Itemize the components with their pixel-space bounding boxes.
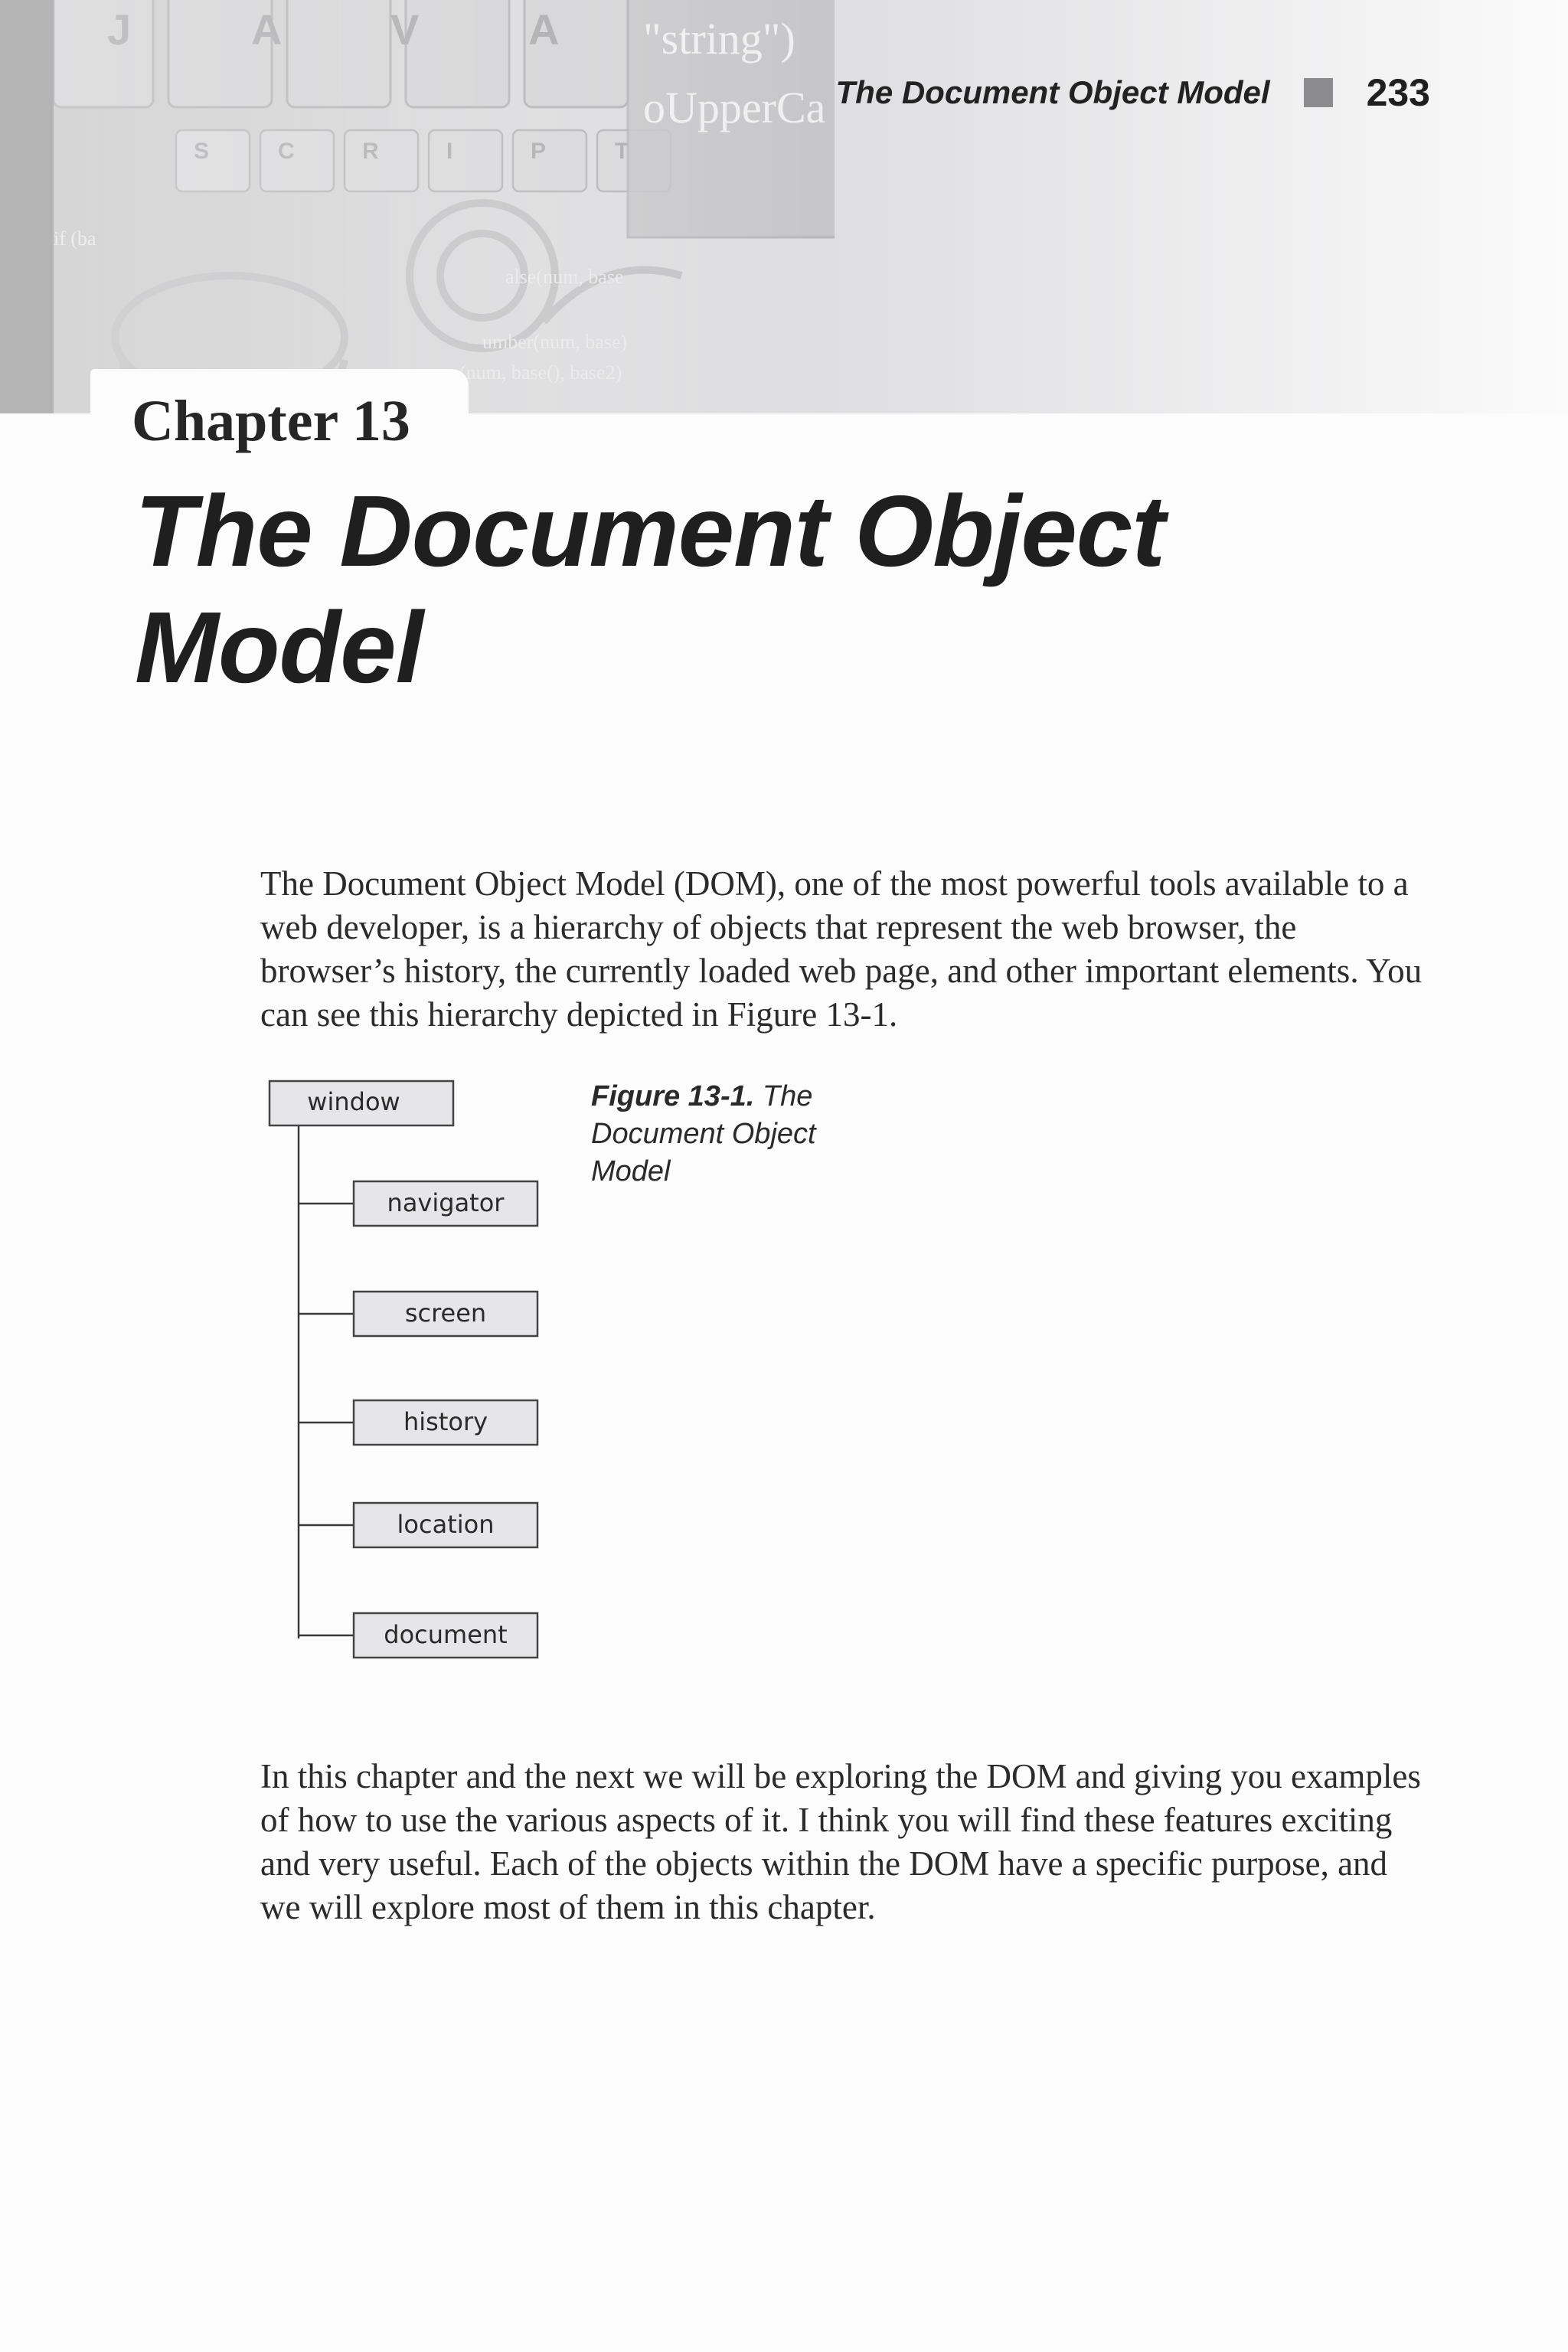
header-band	[0, 0, 1568, 413]
intro-paragraph: The Document Object Model (DOM), one of the most powerful tools available to a web developer, is a hierarchy of objects that represent the web browser, the browser’s history, the currently loaded web page, and other important elements. You can see this hierarchy depicted in Figure 13-1.	[260, 864, 1423, 1034]
running-head-marker	[1304, 78, 1333, 107]
header-keyboard-art	[54, 0, 835, 413]
node-document-label: document	[384, 1620, 508, 1649]
node-window-label: window	[307, 1087, 400, 1116]
running-head	[836, 70, 1430, 115]
node-window	[270, 1081, 453, 1125]
node-screen	[354, 1292, 537, 1336]
node-navigator	[354, 1181, 537, 1226]
chapter-overview-paragraph: In this chapter and the next we will be exploring the DOM and giving you examples of how to use the various aspects of it. I think you will find these features exciting and very useful. Each of the objects within the DOM have a specific purpose, and we will explore most of them in this chapter.	[260, 1757, 1421, 1926]
figure-caption	[591, 1078, 867, 1191]
chapter-title: The Document Object Model	[135, 475, 1165, 704]
node-location-label: location	[397, 1510, 495, 1539]
node-location	[354, 1503, 537, 1547]
node-history-label: history	[403, 1407, 488, 1436]
chapter-number: Chapter 13	[132, 389, 410, 453]
header-edge	[0, 0, 54, 413]
page-number: 233	[1366, 71, 1430, 114]
node-document	[354, 1613, 537, 1658]
node-navigator-label: navigator	[387, 1188, 505, 1217]
node-history	[354, 1400, 537, 1445]
figure-caption-text: The Document Object Model	[591, 1080, 816, 1187]
running-head-title: The Document Object Model	[835, 74, 1270, 110]
node-screen-label: screen	[404, 1298, 487, 1328]
figure-caption-number: Figure 13-1.	[591, 1080, 755, 1112]
dom-hierarchy-figure	[260, 1072, 551, 1669]
